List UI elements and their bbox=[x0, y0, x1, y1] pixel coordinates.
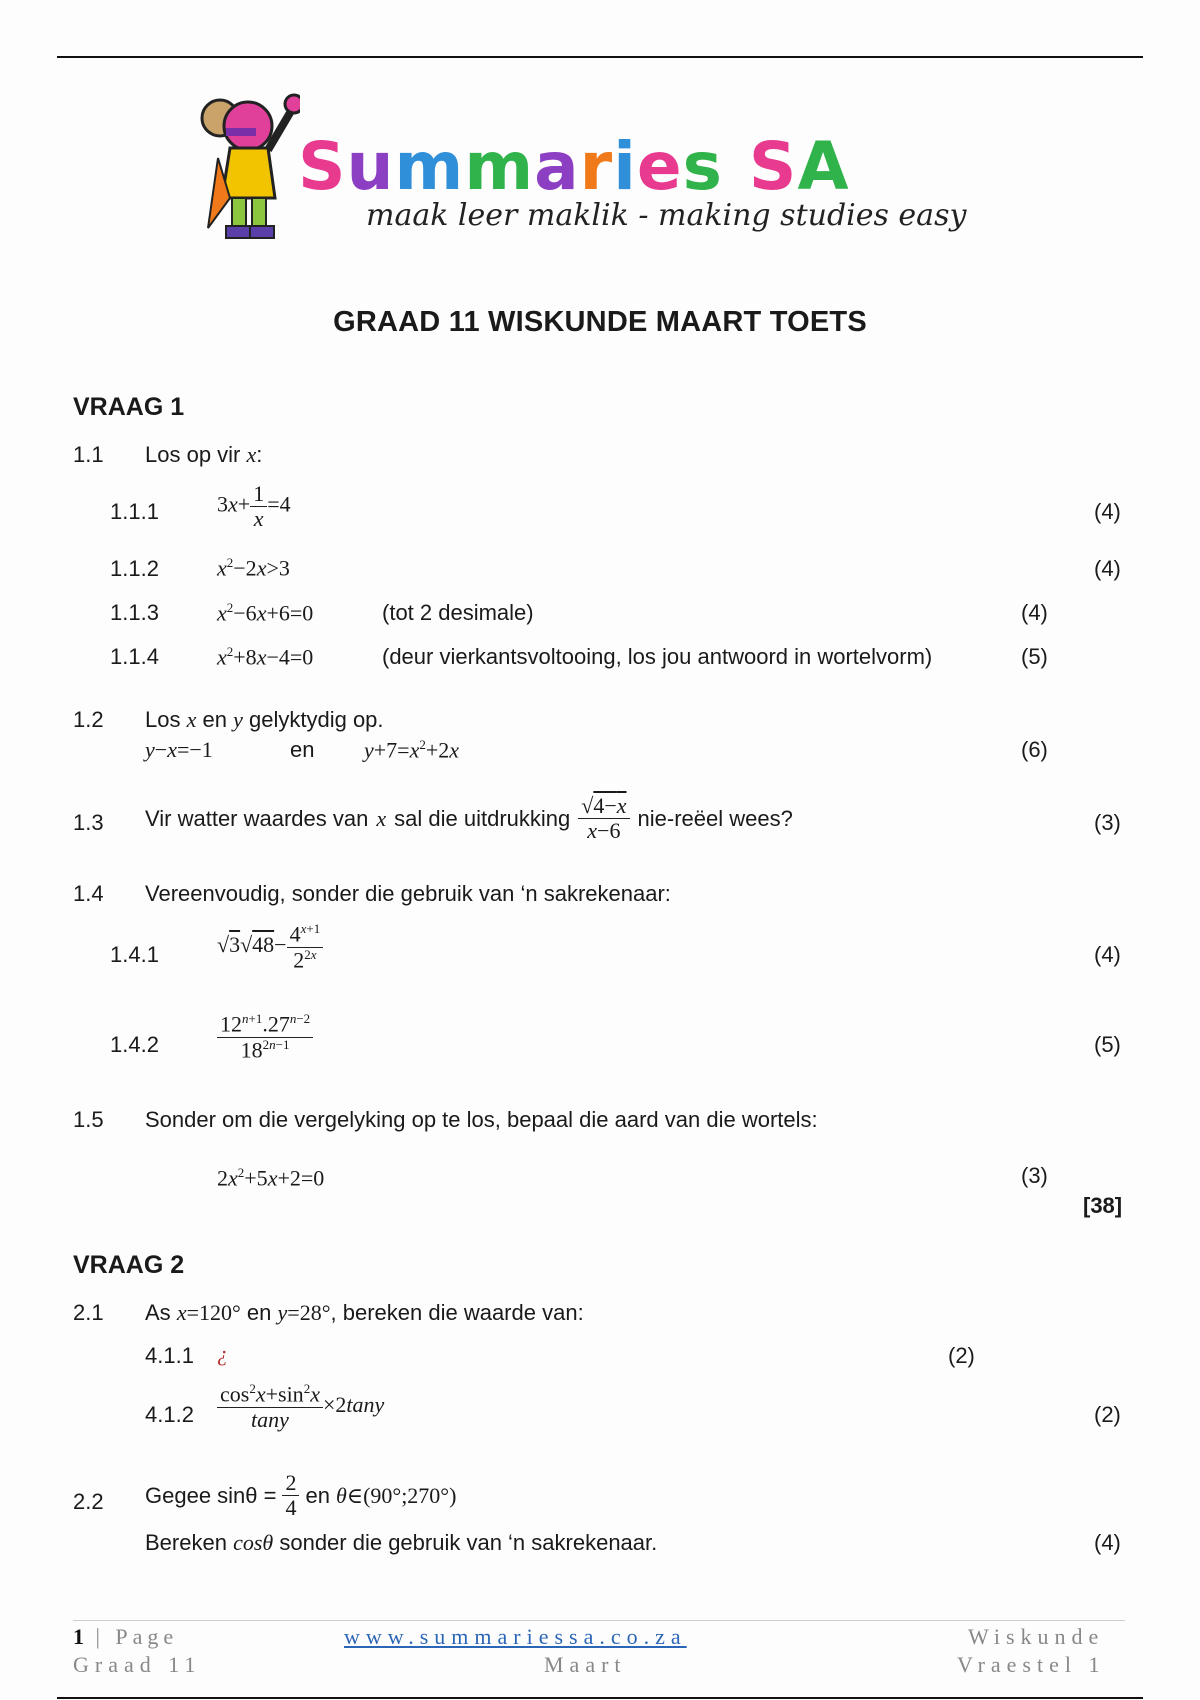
q4-1-2-expression: $\frac{\cos^2x+\sin^2x}{\tan y}$ ×2tany bbox=[217, 1382, 384, 1432]
footer-page bbox=[73, 1624, 178, 1650]
q1-5-equation: $2x^2+5x+2=0$ bbox=[217, 1165, 325, 1191]
q1-1-text: Los op vir bbox=[145, 442, 241, 467]
q1-2-text-b: en bbox=[202, 707, 227, 732]
q1-1-3-equation: $x^2-6x+6=0$ bbox=[217, 600, 314, 626]
q4-1-2-marks: (2) bbox=[1094, 1402, 1121, 1427]
footer-website-link[interactable]: www.summariessa.co.za bbox=[344, 1624, 687, 1649]
summaries-sa-logo bbox=[190, 88, 1020, 248]
footer-divider bbox=[73, 1620, 1125, 1621]
q1-2-equation-1: y−x=−1 bbox=[145, 737, 213, 762]
q1-1-2-marks: (4) bbox=[1094, 556, 1121, 581]
brand-letter: e bbox=[636, 128, 683, 205]
q1-5-prompt: Sonder om die vergelyking op te los, bepaal die aard van die wortels: bbox=[145, 1107, 818, 1132]
footer-paper: Vraestel 1 bbox=[957, 1652, 1106, 1677]
q1-4-1-number: 1.4.1 bbox=[110, 942, 159, 967]
footer-subject: Wiskunde bbox=[968, 1624, 1105, 1649]
q1-4-2-marks: (5) bbox=[1094, 1032, 1121, 1057]
q2-1-text-b: en bbox=[246, 1300, 272, 1325]
brand-letter: S bbox=[298, 128, 347, 205]
q1-3-text-a: Vir watter waardes van bbox=[145, 805, 369, 831]
logo-tagline: maak leer maklik - making studies easy bbox=[366, 198, 967, 233]
q1-2-prompt: Los x en y gelyktydig op. bbox=[145, 707, 384, 732]
footer-page-number: 1 bbox=[73, 1624, 84, 1649]
q4-1-2-number: 4.1.2 bbox=[145, 1402, 194, 1427]
bottom-rule bbox=[57, 1697, 1143, 1699]
q1-1-4-note: (deur vierkantsvoltooing, los jou antwoord in wortelvorm) bbox=[382, 644, 933, 669]
footer-page-label: | Page bbox=[95, 1624, 179, 1649]
q1-total-marks: [38] bbox=[1083, 1193, 1123, 1218]
q1-2-text-a: Los bbox=[145, 707, 181, 732]
q1-1-1-number: 1.1.1 bbox=[110, 499, 159, 524]
brand-letter: u bbox=[346, 128, 395, 205]
q4-1-1-marks: (2) bbox=[948, 1343, 975, 1368]
q2-2-number: 2.2 bbox=[73, 1489, 104, 1514]
q2-2-line2-a: Bereken bbox=[145, 1530, 227, 1555]
q2-2-prompt: Gegee sinθ = $\frac{2}{4}$ en θ∈(90°;270°) bbox=[145, 1470, 457, 1521]
q1-1-4-marks: (5) bbox=[1021, 644, 1048, 669]
q1-4-1-expression: √3√48− $\frac{4^{x+1}}{2^{2x}}$ bbox=[217, 922, 323, 972]
brand-wordmark: Summaries SA bbox=[298, 128, 850, 205]
q1-1-colon: : bbox=[256, 442, 263, 467]
q2-1-text-c: , bereken die waarde van: bbox=[330, 1300, 584, 1325]
brand-letter: a bbox=[534, 128, 580, 205]
q1-4-1-marks: (4) bbox=[1094, 942, 1121, 967]
q1-1-variable: x bbox=[246, 442, 257, 467]
q1-3-number: 1.3 bbox=[73, 810, 104, 835]
q1-5-number: 1.5 bbox=[73, 1107, 104, 1132]
footer-grade: Graad 11 bbox=[73, 1652, 202, 1677]
page-title: GRAAD 11 WISKUNDE MAART TOETS bbox=[333, 306, 867, 338]
q1-1-4-equation: $x^2+8x-4=0$ bbox=[217, 644, 314, 670]
q1-3-text-c: nie-reëel wees? bbox=[637, 805, 793, 831]
q1-2-equation-2: $y+7=x^2+2x$ bbox=[364, 737, 460, 763]
brand-letter: i bbox=[613, 128, 637, 205]
q1-1-prompt bbox=[145, 442, 262, 468]
q2-2-line2-b: sonder die gebruik van ‘n sakrekenaar. bbox=[279, 1530, 658, 1555]
q1-4-number: 1.4 bbox=[73, 881, 104, 906]
q2-2-marks: (4) bbox=[1094, 1530, 1121, 1555]
q1-1-2-equation: $x^2-2x>3$ bbox=[217, 555, 290, 581]
q1-5-marks: (3) bbox=[1021, 1163, 1048, 1188]
q2-2-text-a: Gegee sinθ = bbox=[145, 1482, 277, 1508]
q1-4-prompt: Vereenvoudig, sonder die gebruik van ‘n sakrekenaar: bbox=[145, 881, 671, 906]
q4-1-1-glyph: ¿ bbox=[217, 1341, 228, 1366]
question-2-heading: VRAAG 2 bbox=[73, 1251, 185, 1279]
q2-2-text-b: en bbox=[305, 1482, 330, 1508]
q1-1-1-marks: (4) bbox=[1094, 499, 1121, 524]
footer-month: Maart bbox=[544, 1652, 627, 1677]
q2-1-text-a: As bbox=[145, 1300, 171, 1325]
q1-1-4-number: 1.1.4 bbox=[110, 644, 159, 669]
q1-1-3-marks: (4) bbox=[1021, 600, 1048, 625]
q1-3-text-b: sal die uitdrukking bbox=[394, 805, 571, 831]
top-rule bbox=[57, 56, 1143, 58]
q4-1-1-number: 4.1.1 bbox=[145, 1343, 194, 1368]
q1-3-expression: $\frac{√4-x}{x-6}$ bbox=[578, 794, 629, 843]
question-1-heading: VRAAG 1 bbox=[73, 393, 185, 421]
q1-2-text-c: gelyktydig op. bbox=[249, 707, 384, 732]
q2-1-number: 2.1 bbox=[73, 1300, 104, 1325]
q1-1-3-note: (tot 2 desimale) bbox=[382, 600, 534, 625]
mascot-icon bbox=[190, 88, 300, 243]
brand-letter: s bbox=[682, 128, 723, 205]
q1-2-number: 1.2 bbox=[73, 707, 104, 732]
q1-3-marks: (3) bbox=[1094, 810, 1121, 835]
brand-letter: r bbox=[579, 128, 614, 205]
brand-letter: m bbox=[394, 128, 465, 205]
q1-1-2-number: 1.1.2 bbox=[110, 556, 159, 581]
q2-1-prompt: As x=120° en y=28°, bereken die waarde van: bbox=[145, 1300, 584, 1325]
q1-1-number: 1.1 bbox=[73, 442, 104, 467]
q1-4-2-expression: $\frac{12^{n+1}.27^{n-2}}{18^{2n-1}}$ bbox=[217, 1012, 313, 1062]
q1-1-3-number: 1.1.3 bbox=[110, 600, 159, 625]
q1-2-and: en bbox=[290, 737, 315, 762]
brand-letter: m bbox=[464, 128, 535, 205]
q1-3-prompt: Vir watter waardes van x sal die uitdrukking $\frac{√4-x}{x-6}$ nie-reëel wees? bbox=[145, 793, 793, 844]
q1-2-marks: (6) bbox=[1021, 737, 1048, 762]
q1-1-1-equation: 3x+ $\frac{1}{x}$ =4 bbox=[217, 481, 291, 532]
q1-4-2-number: 1.4.2 bbox=[110, 1032, 159, 1057]
q2-2-line2: Bereken cosθ sonder die gebruik van ‘n sakrekenaar. bbox=[145, 1530, 658, 1555]
